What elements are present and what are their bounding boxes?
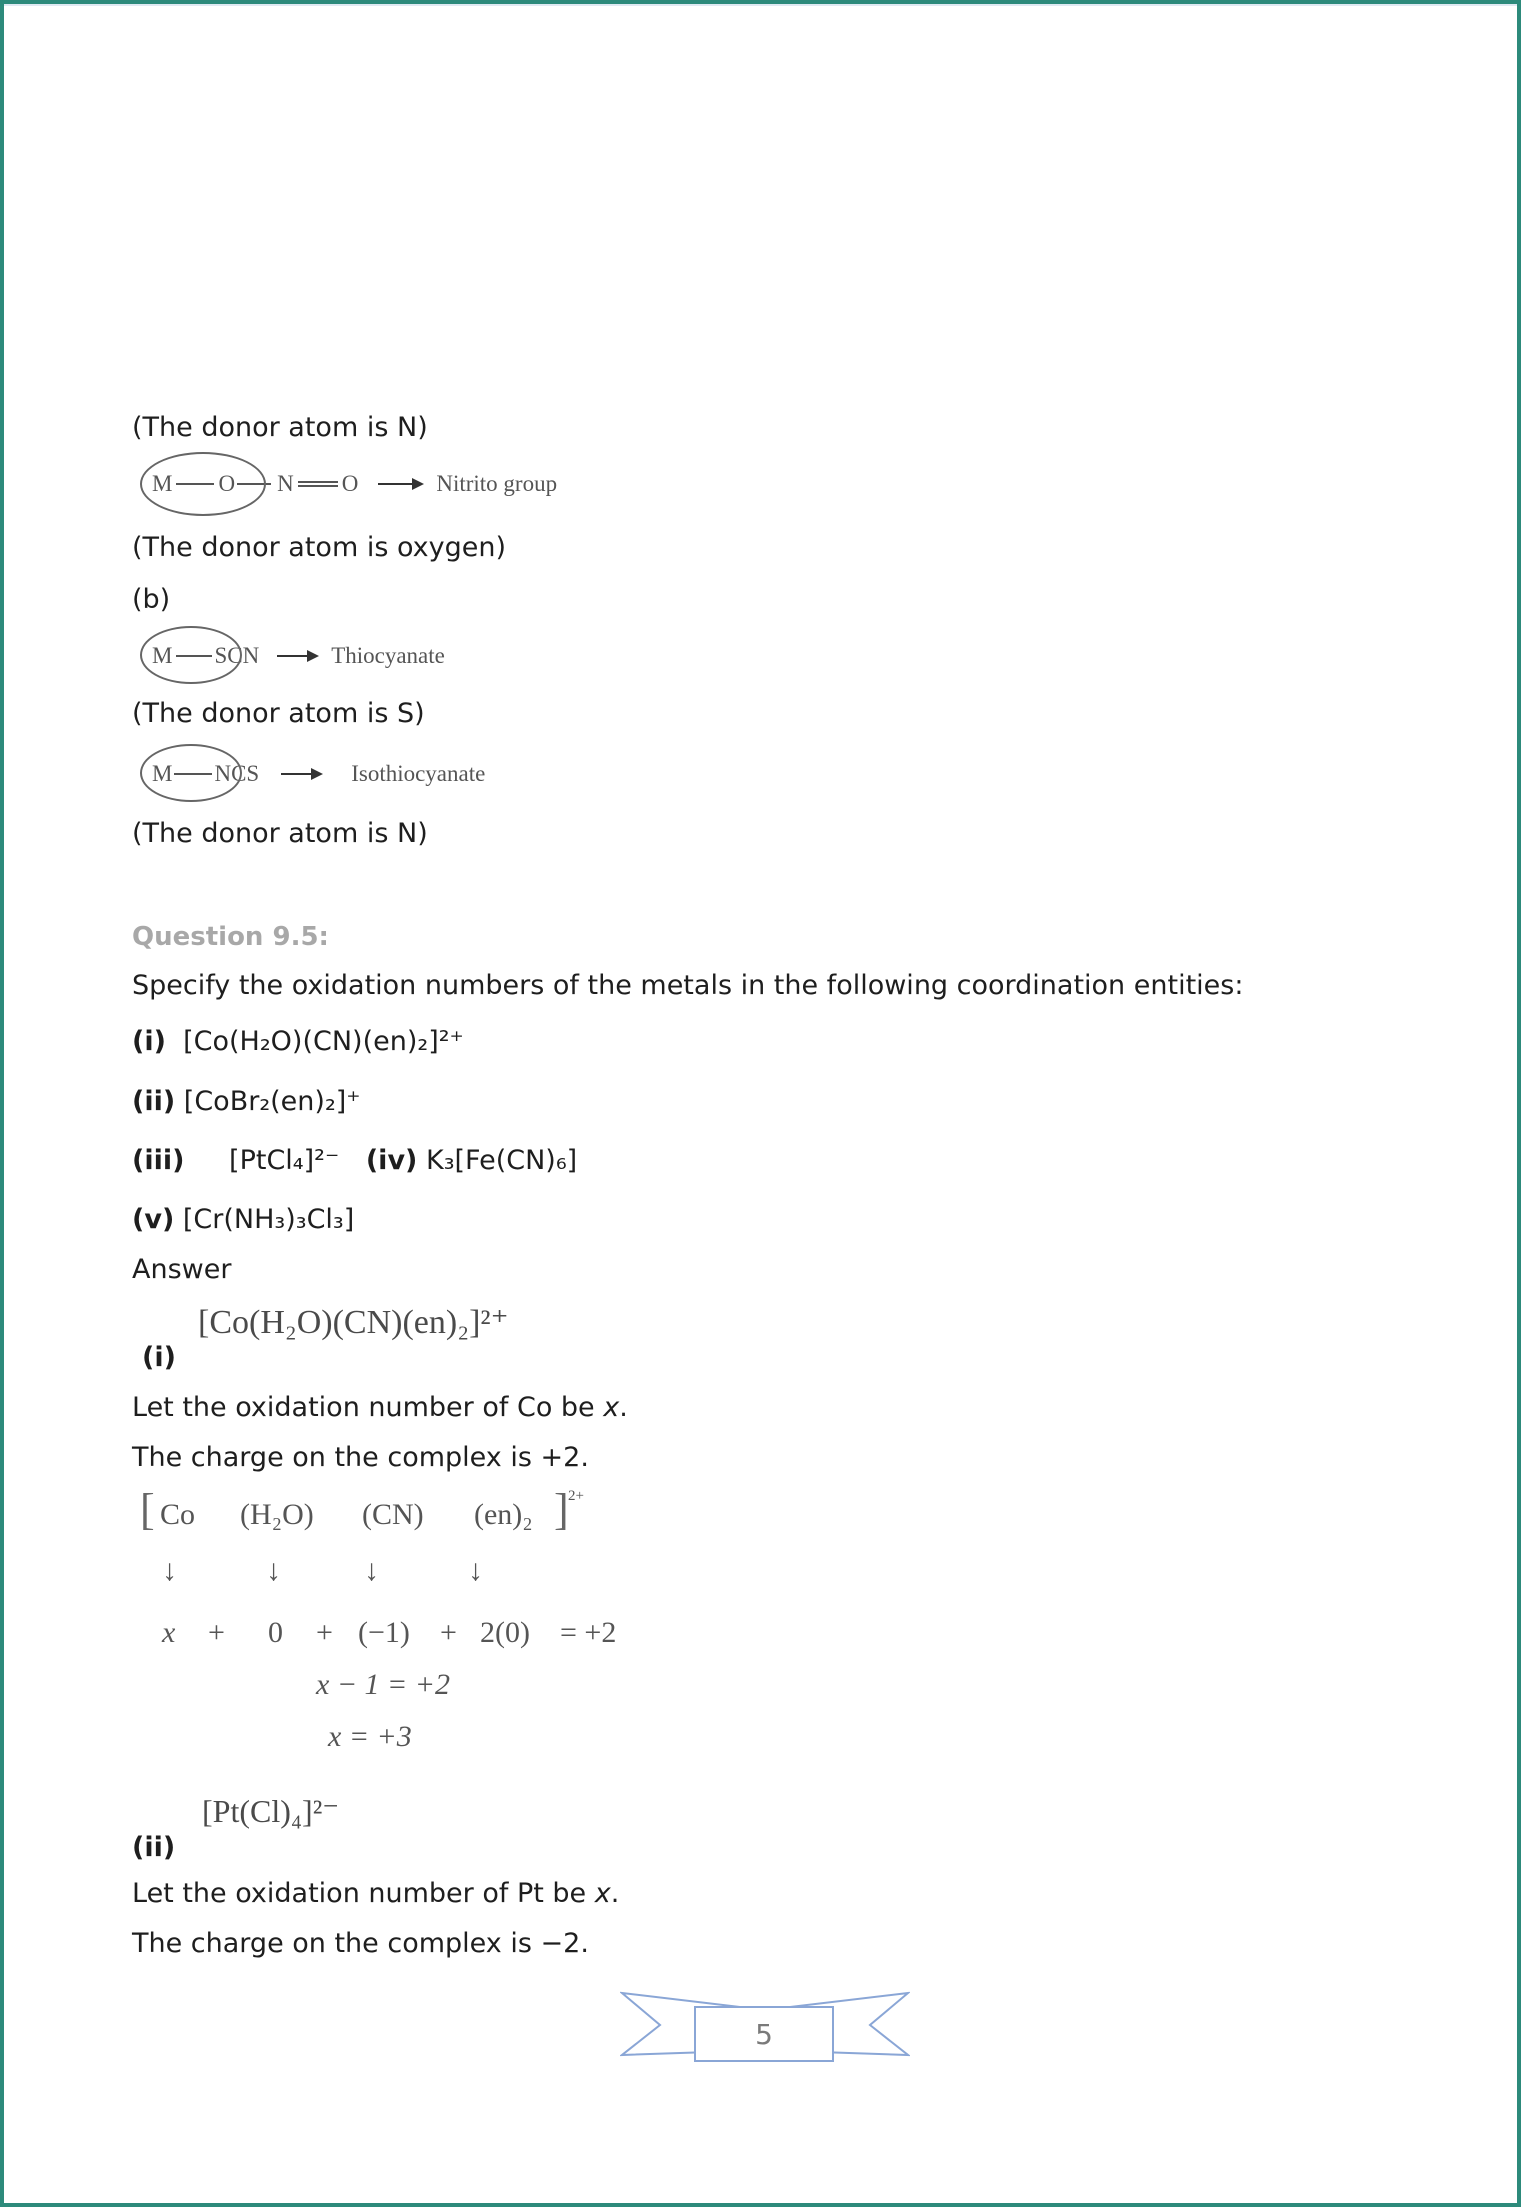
- donor-ellipse: [140, 626, 242, 684]
- answer-i-formula: [Co(H₂O)(CN)(en)₂]²⁺: [198, 1304, 509, 1341]
- nitrogen-symbol: N: [277, 471, 294, 496]
- answer-ii-line2: The charge on the complex is −2.: [132, 1928, 589, 1959]
- question-text: Specify the oxidation numbers of the metals in the following coordination entities:: [132, 970, 1244, 1001]
- answer-i-line2: The charge on the complex is +2.: [132, 1442, 589, 1473]
- group-name: Nitrito group: [436, 471, 558, 496]
- open-bracket: [: [140, 1485, 155, 1534]
- question-item-ii: [132, 1086, 361, 1118]
- page-number-text: 5: [755, 2017, 773, 2051]
- item-label: (i): [132, 1026, 166, 1057]
- down-arrow-icon: ↓: [468, 1554, 483, 1587]
- donor-ellipse: [140, 744, 242, 802]
- group-name: Isothiocyanate: [351, 761, 486, 786]
- eq-term: +: [208, 1616, 225, 1649]
- term: (CN): [362, 1498, 424, 1531]
- item-label: (iv): [365, 1145, 418, 1176]
- answer-ii-formula: [Pt(Cl)₄]²⁻: [202, 1793, 340, 1829]
- item-formula: K₃[Fe(CN)₆]: [425, 1145, 578, 1176]
- right-arrow-icon: [378, 483, 422, 485]
- thiocyanate-diagram: [138, 628, 558, 684]
- eq-term: (−1): [358, 1616, 410, 1649]
- text: .: [619, 1392, 628, 1423]
- eq-term: = +2: [560, 1616, 617, 1649]
- item-label: (ii): [132, 1086, 176, 1117]
- eq-line-3: x = +3: [328, 1720, 412, 1753]
- group-name: Thiocyanate: [331, 643, 445, 668]
- item-label: (v): [132, 1204, 175, 1235]
- eq-term: +: [440, 1616, 457, 1649]
- close-bracket: ]: [554, 1485, 569, 1534]
- answer-ii-line1: [132, 1878, 619, 1910]
- variable: x: [603, 1392, 620, 1423]
- question-item-iii-iv: [132, 1145, 577, 1177]
- down-arrow-icon: ↓: [364, 1554, 379, 1587]
- eq-term: x: [162, 1616, 176, 1649]
- ligand-formula: SCN: [214, 643, 260, 668]
- eq-term: 2(0): [480, 1616, 530, 1649]
- answer-ii-label: [132, 1832, 175, 1864]
- term: (en)₂: [474, 1498, 533, 1531]
- right-arrow-icon: [277, 655, 317, 657]
- double-bond: [298, 481, 338, 487]
- nitrito-diagram: [138, 456, 608, 512]
- variable: x: [594, 1878, 611, 1909]
- ligand-formula: NCS: [214, 761, 260, 786]
- oxygen-symbol: O: [341, 471, 359, 496]
- answer-i-label: [142, 1342, 176, 1374]
- metal-symbol: M: [152, 761, 173, 786]
- item-formula: [Co(H₂O)(CN)(en)₂]²⁺: [183, 1026, 464, 1057]
- eq-term: 0: [268, 1616, 283, 1649]
- document-page: [4, 4, 1517, 2203]
- item-formula: [PtCl₄]²⁻: [229, 1145, 340, 1176]
- down-arrow-icon: ↓: [266, 1554, 281, 1587]
- item-formula: [Cr(NH₃)₃Cl₃]: [182, 1204, 355, 1235]
- donor-ellipse: [140, 452, 266, 516]
- item-label: (iii): [132, 1145, 185, 1176]
- question-heading: Question 9.5:: [132, 922, 329, 952]
- metal-symbol: M: [152, 643, 173, 668]
- question-item-i: [132, 1026, 464, 1058]
- eq-term: +: [316, 1616, 333, 1649]
- term: (H₂O): [240, 1498, 314, 1531]
- item-label: (ii): [132, 1832, 176, 1863]
- charge: 2+: [568, 1488, 584, 1504]
- text: .: [610, 1878, 620, 1909]
- page-number: [694, 2006, 834, 2062]
- term: Co: [160, 1498, 196, 1531]
- answer-i-line1: [132, 1392, 628, 1424]
- right-arrow-icon: [281, 773, 321, 775]
- oxygen-symbol: O: [218, 471, 236, 496]
- donor-atom-n-text: (The donor atom is N): [132, 818, 428, 849]
- donor-atom-n-text: (The donor atom is N): [132, 412, 428, 443]
- text: Let the oxidation number of Pt be: [132, 1878, 595, 1909]
- answer-heading: Answer: [132, 1254, 232, 1285]
- donor-atom-s-text: (The donor atom is S): [132, 698, 425, 729]
- down-arrow-icon: ↓: [162, 1554, 177, 1587]
- text: Let the oxidation number of Co be: [132, 1392, 604, 1423]
- isothiocyanate-diagram: [138, 746, 558, 802]
- part-b-label: (b): [132, 584, 171, 615]
- donor-atom-oxygen-text: (The donor atom is oxygen): [132, 532, 507, 563]
- metal-symbol: M: [152, 471, 173, 496]
- item-formula: [CoBr₂(en)₂]⁺: [183, 1086, 361, 1117]
- oxidation-breakdown: [140, 1485, 660, 1774]
- item-label: (i): [142, 1342, 176, 1373]
- question-item-v: [132, 1204, 354, 1236]
- eq-line-2: x − 1 = +2: [316, 1668, 451, 1701]
